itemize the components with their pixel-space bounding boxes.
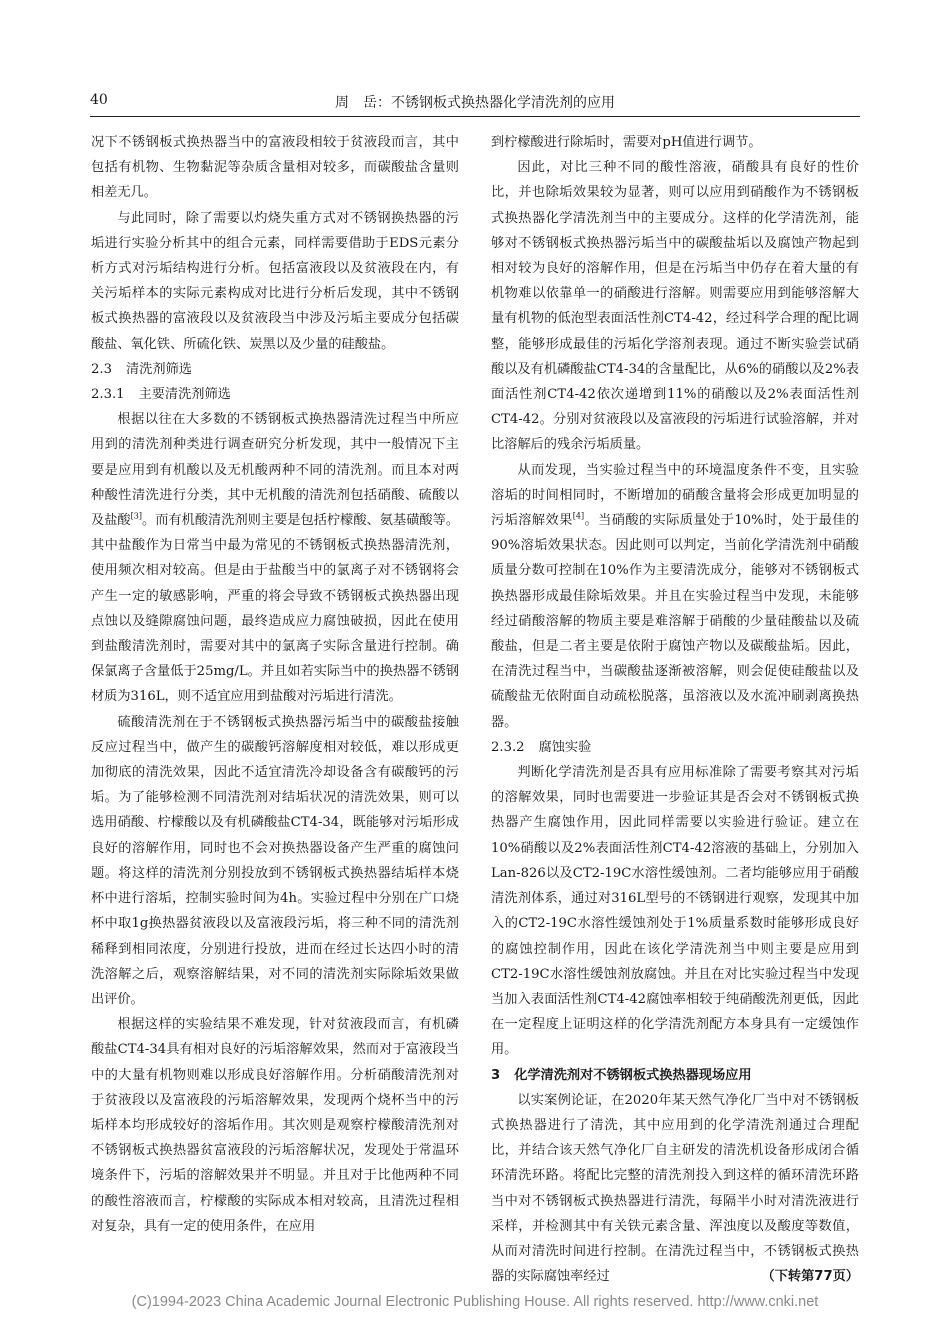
paragraph: 到柠檬酸进行除垢时，需要对pH值进行调节。 — [491, 135, 762, 150]
paragraph — [491, 458, 859, 735]
paragraph: 因此，对比三种不同的酸性溶液，硝酸具有良好的性价比，并也除垢效果较为显著，则可以应用到硝酸作为不锈钢板式换热器化学清洗剂当中的主要成分。这样的化学清洗剂，能够对不锈钢板式换热器污垢当中的碳酸盐垢以及腐蚀产物起到相对较为良好的溶解作用，但是在污垢当中仍存在着大量的有机物难以依靠单一的硝酸进行溶解。则需要应用到能够溶解大量有机物的低泡型表面活性剂CT4-42，经过科学合理的配比调整，能够形成最佳的污垢化学溶剂表现。通过不断实验尝试硝酸以及有机磷酸盐CT4-34的含量配比，从6%的硝酸以及2%表面活性剂CT4-42依次递增到11%的硝酸以及2%表面活性剂CT4-42。分别对贫液段以及富液段的污垢进行试验溶解，并对比溶解后的残余污垢质量。 — [491, 160, 859, 453]
paragraph — [91, 407, 459, 709]
page-number: 40 — [90, 92, 108, 108]
paragraph-text: 从而发现，当实验过程当中的环境温度条件不变，且实验溶垢的时间相同时，不断增加的硝酸含量将会形成更加明显的污垢溶解效果 — [491, 462, 859, 529]
section-number: 2.3.1 — [91, 387, 125, 403]
paragraph-text: 。当硝酸的实际质量处于10%时，处于最佳的90%溶垢效果状态。因此则可以判定，当前化学清洗剂中硝酸质量分数可控制在10%作为主要清洗成分，能够对不锈钢板式换热器形成最佳除垢效果。并且在实验过程当中发现，未能够经过硝酸溶解的物质主要是难溶解于硝酸的少量硅酸盐以及硫酸盐，但是二者主要是依附于腐蚀产物以及碳酸盐垢。因此，在清洗过程当中，当碳酸盐逐渐被溶解，则会促使硅酸盐以及硫酸盐无依附面自动疏松脱落，虽溶液以及水流冲刷剥离换热器。 — [491, 513, 860, 730]
paragraph: 判断化学清洗剂是否具有应用标准除了需要考察其对污垢的溶解效果，同时也需要进一步验证其是否会对不锈钢板式换热器产生腐蚀作用，因此同样需要以实验进行验证。建立在10%硝酸以及2%表面活性剂CT4-42溶液的基础上，分别加入Lan-826以及CT2-19C水溶性缓蚀剂。二者均能够应用于硝酸清洗剂体系，通过对316L型号的不锈钢进行观察，发现其中加入的CT2-19C水溶性缓蚀剂处于1%质量系数时能够形成良好的腐蚀控制作用，因此在该化学清洗剂当中则主要是应用到CT2-19C水溶性缓蚀剂放腐蚀。并且在对比实验过程当中发现当加入表面活性剂CT4-42腐蚀率相较于纯硝酸洗剂更低，因此在一定程度上证明这样的化学清洗剂配方本身具有一定缓蚀作用。 — [491, 765, 859, 1058]
continued-note: （下转第77页） — [761, 1269, 859, 1285]
section-title: 清洗剂筛选 — [125, 361, 192, 377]
section-heading-2-3-2 — [491, 735, 859, 760]
section-number: 2.3.2 — [491, 739, 525, 755]
paragraph: 与此同时，除了需要以灼烧失重方式对不锈钢换热器的污垢进行实验分析其中的组合元素，同样需要借助于EDS元素分析方式对污垢结构进行分析。包括富液段以及贫液段在内，有关污垢样本的实际元素构成对比进行分析后发现，其中不锈钢板式换热器的富液段以及贫液段当中涉及污垢主要成分包括碳酸盐、氧化铁、所硫化铁、炭黑以及少量的硅酸盐。 — [91, 210, 459, 352]
section-title: 腐蚀实验 — [538, 739, 592, 755]
section-number: 3 — [491, 1067, 501, 1083]
section-heading-2-3-1 — [91, 382, 459, 407]
section-heading-3 — [491, 1063, 859, 1088]
paragraph-text: 以实案例论证，在2020年某天然气净化厂当中对不锈钢板式换热器进行了清洗，其中应用到的化学清洗剂通过合理配比，并结合该天然气净化厂自主研发的清洗机设备形成闭合循环清洗环路。将配比完整的清洗剂投入到这样的循环清洗环路当中对不锈钢板式换热器进行清洗，每隔半小时对清洗液进行采样，并检测其中有关铁元素含量、浑浊度以及酸度等数值，从而对清洗时间进行控制。在清洗过程当中，不锈钢板式换热器的实际腐蚀率经过 — [491, 1092, 859, 1285]
paragraph — [491, 1088, 859, 1290]
right-column — [491, 130, 859, 1289]
section-heading-2-3 — [91, 357, 459, 382]
citation-ref[interactable]: [4] — [572, 511, 585, 521]
running-title: 周 岳：不锈钢板式换热器化学清洗剂的应用 — [335, 95, 615, 111]
page-header — [90, 92, 860, 112]
paragraph: 况下不锈钢板式换热器当中的富液段相较于贫液段而言，其中包括有机物、生物黏泥等杂质含量相对较多，而碳酸盐含量则相差无几。 — [91, 135, 459, 201]
paragraph-text: 根据以往在大多数的不锈钢板式换热器清洗过程当中所应用到的清洗剂种类进行调查研究分析发现，其中一般情况下主要是应用到有机酸以及无机酸两种不同的清洗剂。而且本对两种酸性清洗进行分类，其中无机酸的清洗剂包括硝酸、硫酸以及盐酸 — [91, 412, 459, 529]
left-column — [91, 130, 459, 1239]
paragraph-text: 。而有机酸清洗剂则主要是包括柠檬酸、氨基磺酸等。其中盐酸作为日常当中最为常见的不锈钢板式换热器清洗剂，使用频次相对较高。但是由于盐酸当中的氯离子对不锈钢将会产生一定的敏感影响，严重的将会导致不锈钢板式换热器出现点蚀以及缝隙腐蚀问题，最终造成应力腐蚀破损，因此在使用到盐酸清洗剂时，需要对其中的氯离子实际含量进行控制。确保氯离子含量低于25mg/L。并且如若实际当中的换热器不锈钢材质为316L，则不适宜应用到盐酸对污垢进行清洗。 — [91, 513, 460, 705]
section-title: 化学清洗剂对不锈钢板式换热器现场应用 — [514, 1067, 752, 1083]
copyright-footer: (C)1994-2023 China Academic Journal Electronic Publishing House. All rights reserved. http://www.cnki.net — [131, 1294, 819, 1310]
section-title: 主要清洗剂筛选 — [138, 387, 231, 403]
citation-ref[interactable]: [3] — [130, 511, 142, 521]
header-rule — [90, 116, 860, 117]
section-number: 2.3 — [91, 361, 112, 377]
paragraph: 根据这样的实验结果不难发现，针对贫液段而言，有机磷酸盐CT4-34具有相对良好的污垢溶解效果，然而对于富液段当中的大量有机物则难以形成良好溶解作用。分析硝酸清洗剂对于贫液段以及富液段的污垢溶解效果，发现两个烧杯当中的污垢样本均形成较好的溶垢作用。其次则是观察柠檬酸清洗剂对不锈钢板式换热器贫富液段的污垢溶解状况，发现处于常温环境条件下，污垢的溶解效果并不明显。并且对于比他两种不同的酸性溶液而言，柠檬酸的实际成本相对较高，且清洗过程相对复杂，具有一定的使用条件，在应用 — [91, 1017, 459, 1234]
paragraph: 硫酸清洗剂在于不锈钢板式换热器污垢当中的碳酸盐接触反应过程当中，做产生的碳酸钙溶解度相对较低，难以形成更加彻底的清洗效果，因此不适宜清洗冷却设备含有碳酸钙的污垢。为了能够检测不同清洗剂对结垢状况的清洗效果，则可以选用硝酸、柠檬酸以及有机磷酸盐CT4-34，既能够对污垢形成良好的溶解作用，同时也不会对换热器设备产生严重的腐蚀问题。将这样的清洗剂分别投放到不锈钢板式换热器结垢样本烧杯中进行溶垢，控制实验时间为4h。实验过程中分别在广口烧杯中取1g换热器贫液段以及富液段污垢，将三种不同的清洗剂稀释到相同浓度，分别进行投放，进而在经过长达四小时的清洗溶解之后，观察溶解结果，对不同的清洗剂实际除垢效果做出评价。 — [91, 714, 459, 1007]
